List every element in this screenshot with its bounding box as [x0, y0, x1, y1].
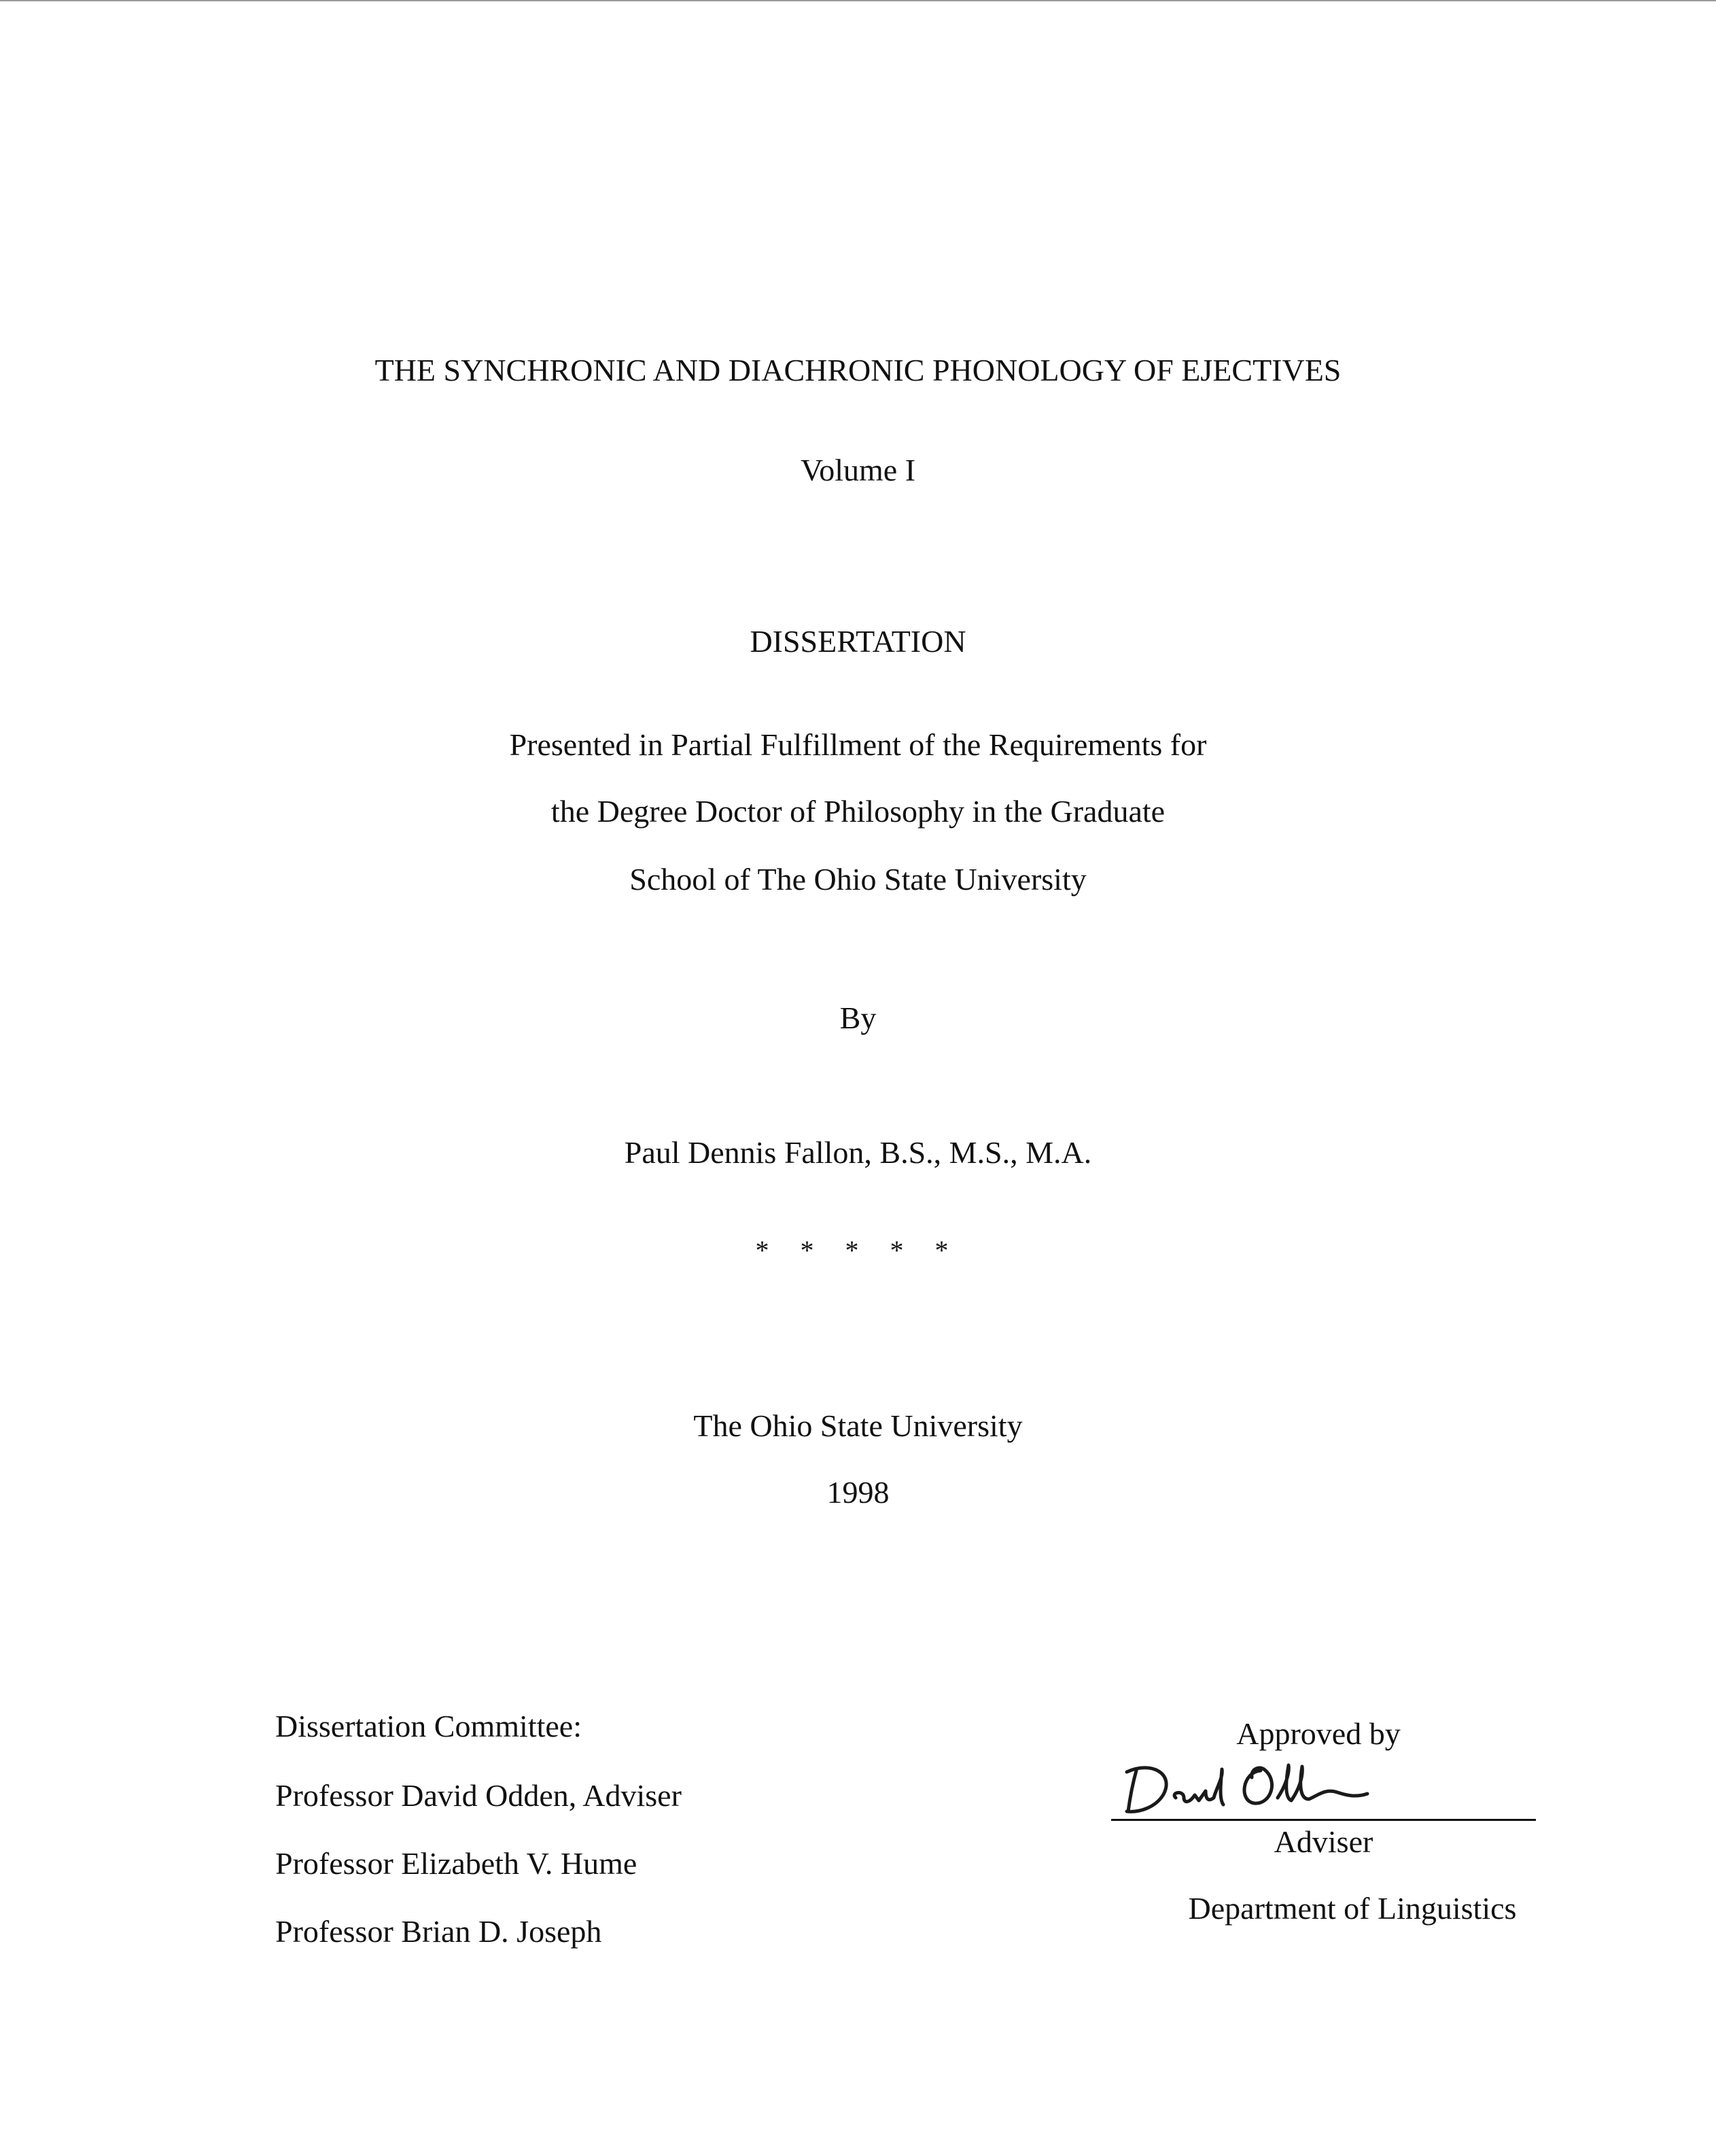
committee-member-3: Professor Brian D. Joseph: [275, 1914, 602, 1949]
institution-name: The Ohio State University: [693, 1408, 1023, 1443]
top-border-rule: [0, 0, 1716, 1]
adviser-signature: [1121, 1750, 1380, 1825]
author-name: Paul Dennis Fallon, B.S., M.S., M.A.: [624, 1135, 1092, 1170]
committee-heading: Dissertation Committee:: [275, 1709, 582, 1743]
by-label: By: [839, 1001, 877, 1035]
dissertation-title: THE SYNCHRONIC AND DIACHRONIC PHONOLOGY OF EJECTIVES: [374, 353, 1342, 387]
document-type: DISSERTATION: [750, 624, 966, 659]
volume-label: Volume I: [800, 453, 916, 487]
approved-by-label: Approved by: [1236, 1716, 1401, 1751]
signature-line: [1111, 1819, 1536, 1821]
year: 1998: [826, 1475, 890, 1510]
presented-line-3: School of The Ohio State University: [629, 862, 1087, 897]
committee-member-2: Professor Elizabeth V. Hume: [275, 1846, 637, 1881]
presented-line-1: Presented in Partial Fulfillment of the Requirements for: [509, 727, 1207, 762]
separator-stars: * * * * *: [755, 1235, 961, 1266]
department-name: Department of Linguistics: [1188, 1891, 1517, 1926]
committee-member-1: Professor David Odden, Adviser: [275, 1778, 682, 1813]
adviser-role-label: Adviser: [1274, 1824, 1373, 1859]
presented-line-2: the Degree Doctor of Philosophy in the Graduate: [550, 794, 1166, 829]
